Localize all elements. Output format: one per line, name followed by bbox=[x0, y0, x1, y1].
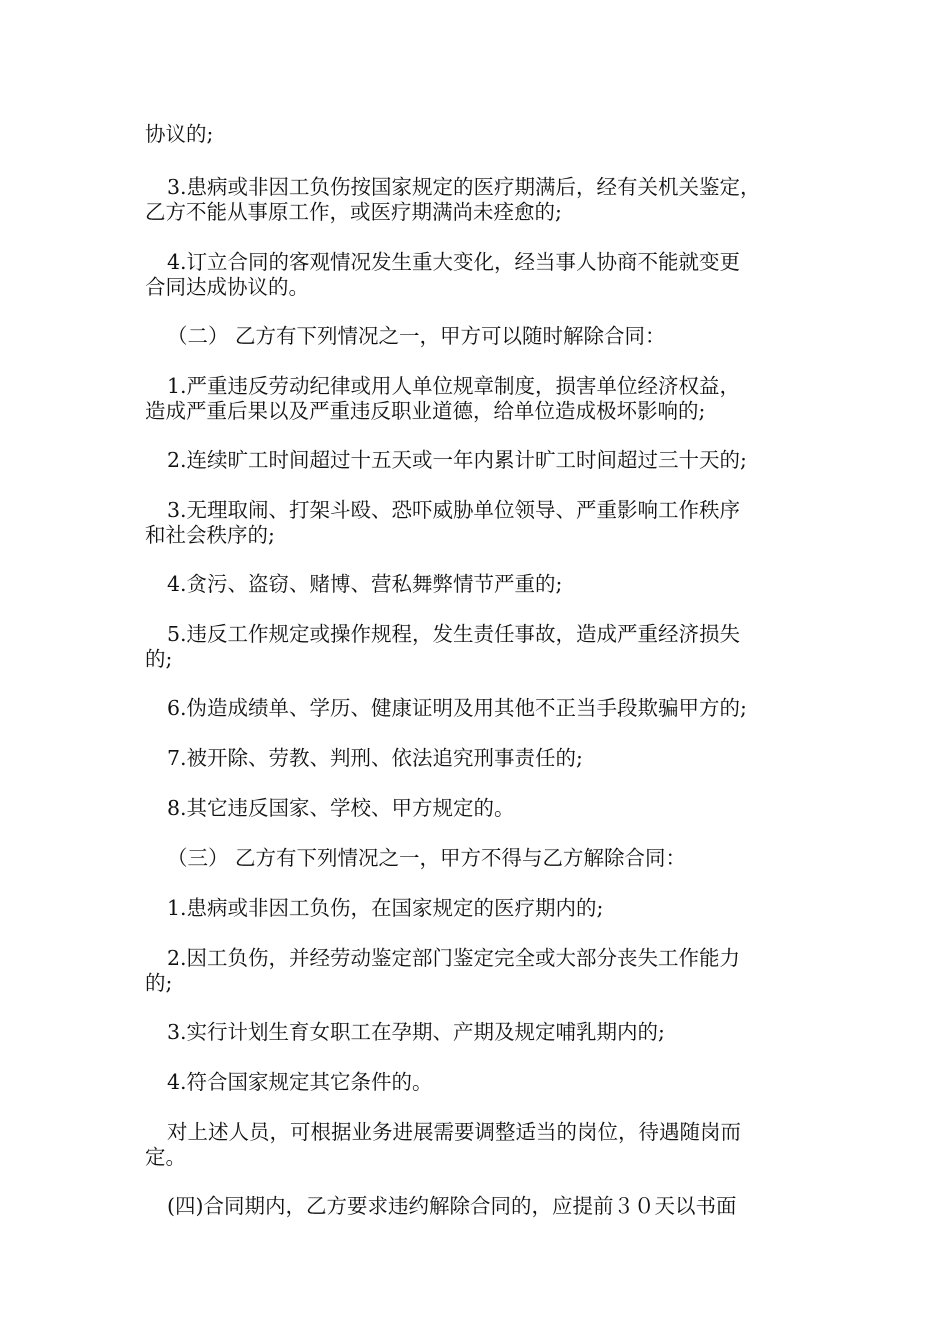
section-heading-2 bbox=[145, 324, 815, 349]
section-heading-4 bbox=[145, 1194, 815, 1219]
paragraph-16 bbox=[145, 1020, 815, 1045]
paragraph-line: 2.因工负伤，并经劳动鉴定部门鉴定完全或大部分丧失工作能力 bbox=[167, 946, 741, 970]
paragraph-line: 3.实行计划生育女职工在孕期、产期及规定哺乳期内的; bbox=[167, 1020, 665, 1044]
paragraph-line: 合同达成协议的。 bbox=[145, 275, 309, 299]
paragraph-line: 乙方不能从事原工作，或医疗期满尚未痊愈的; bbox=[145, 200, 562, 224]
paragraph-line: 1.严重违反劳动纪律或用人单位规章制度，损害单位经济权益， bbox=[167, 374, 741, 398]
paragraph-line: 1.患病或非因工负伤，在国家规定的医疗期内的; bbox=[167, 896, 604, 920]
paragraph-line: 7.被开除、劳教、判刑、依法追究刑事责任的; bbox=[167, 746, 583, 770]
paragraph-9 bbox=[145, 622, 815, 672]
paragraph-8 bbox=[145, 572, 815, 597]
paragraph-line: 3.患病或非因工负伤按国家规定的医疗期满后，经有关机关鉴定， bbox=[167, 175, 761, 199]
paragraph-7 bbox=[145, 498, 815, 548]
paragraph-5 bbox=[145, 374, 815, 424]
paragraph-11 bbox=[145, 746, 815, 771]
paragraph-line: 定。 bbox=[145, 1145, 186, 1169]
paragraph-line: 和社会秩序的; bbox=[145, 523, 275, 547]
paragraph-line: 5.违反工作规定或操作规程，发生责任事故，造成严重经济损失 bbox=[167, 622, 741, 646]
paragraph-line: (四)合同期内，乙方要求违约解除合同的，应提前３０天以书面 bbox=[167, 1194, 737, 1218]
paragraph-line: 对上述人员，可根据业务进展需要调整适当的岗位，待遇随岗而 bbox=[167, 1120, 741, 1144]
paragraph-line: 2.连续旷工时间超过十五天或一年内累计旷工时间超过三十天的; bbox=[167, 448, 747, 472]
paragraph-17 bbox=[145, 1070, 815, 1095]
paragraph-line: 的; bbox=[145, 971, 173, 995]
paragraph-line: 8.其它违反国家、学校、甲方规定的。 bbox=[167, 796, 515, 820]
paragraph-2 bbox=[145, 175, 815, 225]
paragraph-10 bbox=[145, 696, 815, 721]
paragraph-line: （三） 乙方有下列情况之一，甲方不得与乙方解除合同： bbox=[167, 846, 687, 870]
paragraph-line: 4.符合国家规定其它条件的。 bbox=[167, 1070, 433, 1094]
paragraph-18 bbox=[145, 1120, 815, 1170]
paragraph-6 bbox=[145, 448, 815, 473]
paragraph-line: 协议的; bbox=[145, 122, 214, 146]
paragraph-line: （二） 乙方有下列情况之一，甲方可以随时解除合同： bbox=[167, 324, 666, 348]
section-heading-3 bbox=[145, 846, 815, 871]
paragraph-line: 3.无理取闹、打架斗殴、恐吓威胁单位领导、严重影响工作秩序 bbox=[167, 498, 741, 522]
paragraph-line: 4.订立合同的客观情况发生重大变化，经当事人协商不能就变更 bbox=[167, 250, 741, 274]
paragraph-line: 4.贪污、盗窃、赌博、营私舞弊情节严重的; bbox=[167, 572, 563, 596]
paragraph-3 bbox=[145, 250, 815, 300]
paragraph-15 bbox=[145, 946, 815, 996]
paragraph-line: 的; bbox=[145, 647, 173, 671]
paragraph-14 bbox=[145, 896, 815, 921]
paragraph-line: 造成严重后果以及严重违反职业道德，给单位造成极坏影响的; bbox=[145, 399, 706, 423]
paragraph-12 bbox=[145, 796, 815, 821]
paragraph-1 bbox=[145, 122, 815, 147]
paragraph-line: 6.伪造成绩单、学历、健康证明及用其他不正当手段欺骗甲方的; bbox=[167, 696, 747, 720]
